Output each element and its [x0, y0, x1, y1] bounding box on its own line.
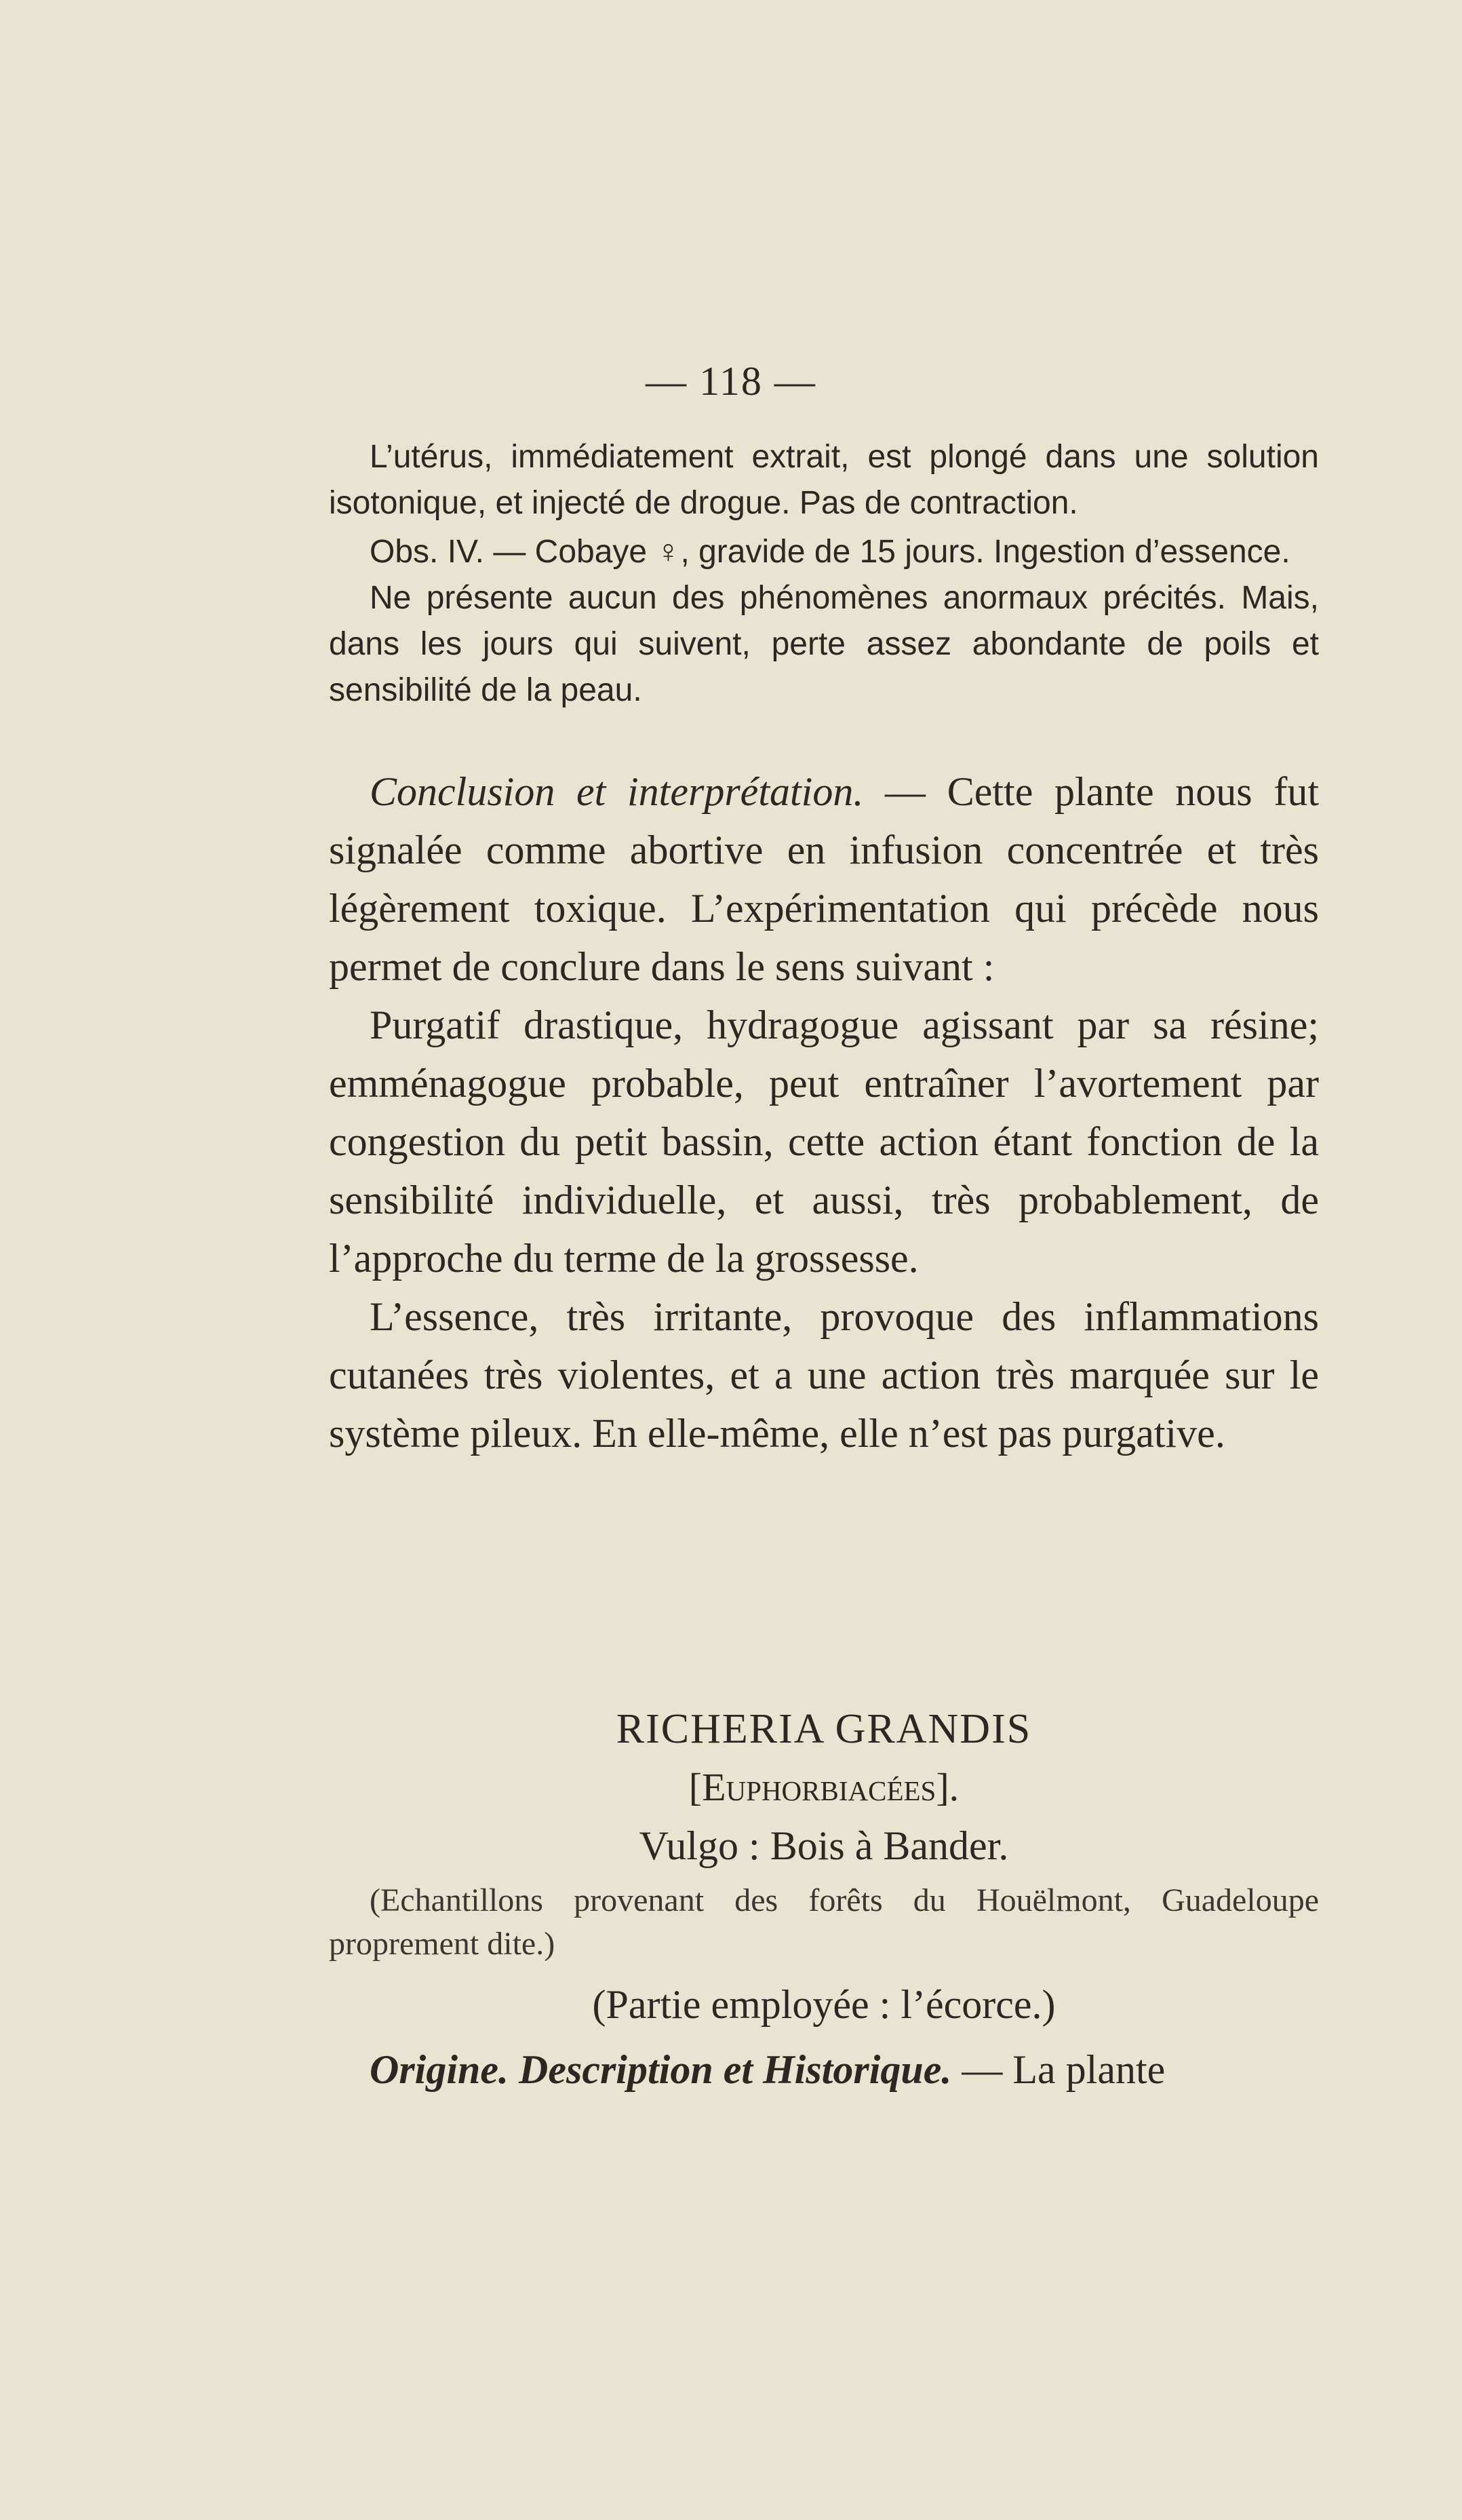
paragraph-observation: Ne présente aucun des phénomènes anormaux précités. Mais, dans les jours qui suivent, perte assez abondante de poils et sensibilité de la peau.	[329, 580, 1319, 708]
experiment-notes	[329, 434, 1319, 714]
origin-text: — La plante	[951, 2047, 1166, 2092]
species-vulgo: Vulgo : Bois à Bander.	[639, 1823, 1009, 1868]
species-samples: (Echantillons provenant des forêts du Houëlmont, Guadeloupe proprement dite.)	[329, 1882, 1319, 1962]
paragraph-essence: L’essence, très irritante, provoque des inflammations cutanées très violentes, et a une action très marquée sur le système pileux. En elle-même, elle n’est pas purgative.	[329, 1294, 1319, 1456]
species-family: [Euphorbiacées].	[688, 1765, 960, 1809]
conclusion-text: — Cette plante nous fut signalée comme abortive en infusion concentrée et très légèrement toxique. L’expérimentation qui précède nous permet de conclure dans le sens suivant :	[329, 769, 1319, 989]
species-section	[329, 1700, 1319, 2099]
species-part-used: (Partie employée : l’écorce.)	[592, 1982, 1056, 2027]
conclusion-section	[329, 762, 1319, 1462]
paragraph-conclusion	[329, 762, 1319, 996]
conclusion-heading: Conclusion et interprétation.	[370, 769, 864, 814]
species-title: RICHERIA GRANDIS	[616, 1706, 1032, 1752]
paragraph-origin	[329, 2040, 1319, 2099]
paragraph-obs-iv: Obs. IV. — Cobaye ♀, gravide de 15 jours. Ingestion d’essence.	[370, 534, 1290, 570]
paragraph-purgatif: Purgatif drastique, hydragogue agissant par sa résine; emménagogue probable, peut entraîner l’avortement par congestion du petit bassin, cette action étant fonction de la sensibilité individuelle, et aussi, très probablement, de l’approche du terme de la grossesse.	[329, 1003, 1319, 1281]
origin-heading: Origine. Description et Historique.	[370, 2047, 952, 2092]
page-number: — 118 —	[646, 359, 816, 404]
paragraph-uterus: L’utérus, immédiatement extrait, est plongé dans une solution isotonique, et injecté de drogue. Pas de contraction.	[329, 439, 1319, 521]
